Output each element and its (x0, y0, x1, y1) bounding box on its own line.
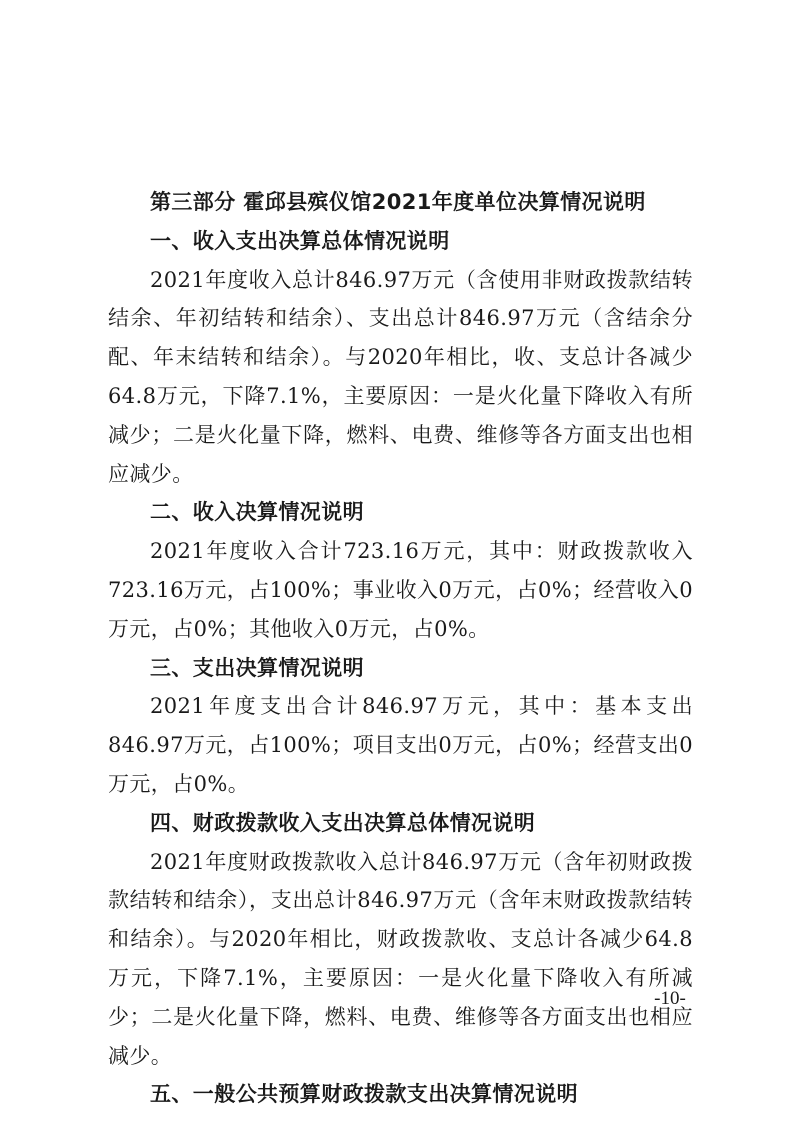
section-heading-3: 三、支出决算情况说明 (150, 655, 364, 680)
section-body-1: 2021年度收入总计846.97万元（含使用非财政拨款结转结余、年初结转和结余）、支出总计846.97万元（含结余分配、年末结转和结余）。与2020年相比，收、支总计各减少64.8万元，下降7.1%，主要原因：一是火化量下降收入有所减少；二是火化量下降，燃料、电费、维修等各方面支出也相应减少。 (108, 267, 693, 486)
section-heading-1: 一、收入支出决算总体情况说明 (150, 228, 450, 253)
document-title: 第三部分 霍邱县殡仪馆2021年度单位决算情况说明 (150, 190, 646, 214)
section-body-2: 2021年度收入合计723.16万元，其中：财政拨款收入723.16万元，占100%；事业收入0万元，占0%；经营收入0万元，占0%；其他收入0万元，占0%。 (108, 539, 693, 641)
section-heading-2: 二、收入决算情况说明 (150, 500, 364, 525)
section-heading-4: 四、财政拨款收入支出决算总体情况说明 (150, 810, 536, 835)
section-body-4: 2021年度财政拨款收入总计846.97万元（含年初财政拨款结转和结余），支出总计846.97万元（含年末财政拨款结转和结余）。与2020年相比，财政拨款收、支总计各减少64.8万元，下降7.1%，主要原因：一是火化量下降收入有所减少；二是火化量下降，燃料、电费、维修等各方面支出也相应减少。 (108, 849, 693, 1068)
page-number: -10- (654, 988, 686, 1009)
document-content (108, 183, 693, 1114)
section-body-3: 2021年度支出合计846.97万元，其中：基本支出846.97万元，占100%；项目支出0万元，占0%；经营支出0万元，占0%。 (108, 694, 693, 796)
section-heading-5: 五、一般公共预算财政拨款支出决算情况说明 (150, 1082, 578, 1107)
